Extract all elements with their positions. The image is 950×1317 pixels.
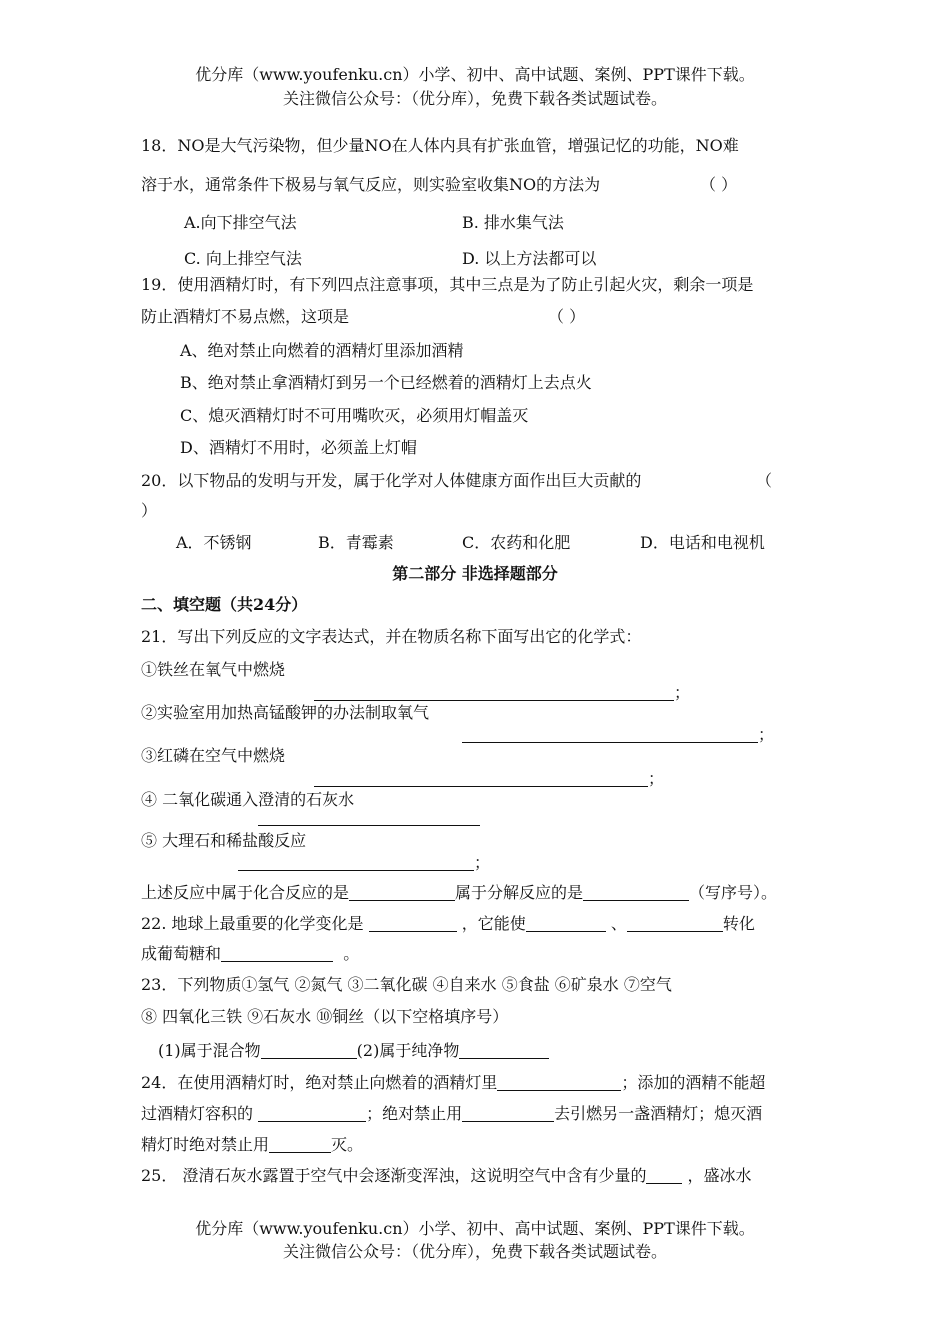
q19-stem-line-2: 防止酒精灯不易点燃，这项是 [141,307,350,326]
q21-semicolon-1: ； [674,683,691,702]
q21-semicolon-5: ； [474,853,491,872]
q19-option-c: C、熄灭酒精灯时不可用嘴吹灭，必须用灯帽盖灭 [180,406,529,425]
q21-blank-4 [258,808,480,827]
q18-option-c: C. 向上排空气法 [184,249,302,268]
q25-blank-1 [646,1167,682,1184]
q20-option-a: A．不锈钢 [176,533,252,552]
q21-summary: 上述反应中属于化合反应的是 属于分解反应的是 （写序号）。 [141,883,778,902]
q21-item-4: ④ 二氧化碳通入澄清的石灰水 [141,790,355,809]
q24-line-3: 精灯时绝对禁止用 灭。 [141,1135,364,1154]
q20-paren-close: ） [141,501,158,520]
q22-blank-3 [627,915,723,932]
section2-title: 二、填空题（共24分） [141,595,308,614]
q22-blank-1 [369,915,457,932]
q24-line-1: 24．在使用酒精灯时，绝对禁止向燃着的酒精灯里 ；添加的酒精不能超 [141,1073,766,1092]
footer-line-1: 优分库（www.youfenku.cn）小学、初中、高中试题、案例、PPT课件下载。 [195,1219,755,1238]
header-line-2: 关注微信公众号：（优分库），免费下载各类试题试卷。 [282,89,667,108]
q22-line-2: 成葡萄糖和 。 [141,944,360,963]
footer-line-2: 关注微信公众号：（优分库），免费下载各类试题试卷。 [282,1242,667,1261]
q20-option-c: C．农药和化肥 [462,533,571,552]
q23-line-2: ⑧ 四氧化三铁 ⑨石灰水 ⑩铜丝（以下空格填序号） [141,1007,509,1026]
q22-blank-4 [221,945,333,962]
q21-blank-5 [238,850,490,873]
q18-answer-paren: （ ） [700,175,738,194]
part2-title: 第二部分 非选择题部分 [392,564,558,583]
header-line-1: 优分库（www.youfenku.cn）小学、初中、高中试题、案例、PPT课件下载。 [195,65,755,84]
q24-blank-3 [462,1105,554,1122]
q22-blank-2 [526,915,606,932]
q19-option-d: D、酒精灯不用时，必须盖上灯帽 [180,438,417,457]
q21-stem: 21．写出下列反应的文字表达式，并在物质名称下面写出它的化学式： [141,627,642,646]
q21-item-2: ②实验室用加热高锰酸钾的办法制取氧气 [141,703,430,722]
q24-blank-2 [258,1105,366,1122]
q22-line-1: 22. 地球上最重要的化学变化是 ，它能使 、 转化 [141,914,755,933]
q20-paren-open: （ [756,471,773,490]
q20-option-d: D．电话和电视机 [640,533,765,552]
q25-line-1: 25． 澄清石灰水露置于空气中会逐渐变浑浊，这说明空气中含有少量的 ，盛冰水 [141,1166,752,1185]
q18-option-d: D. 以上方法都可以 [462,249,597,268]
q21-blank-2 [462,722,774,745]
q18-option-b: B. 排水集气法 [462,213,564,232]
q23-blank-mixture [261,1042,357,1059]
q18-stem-line-1: 18．NO是大气污染物，但少量NO在人体内具有扩张血管，增强记忆的功能，NO难 [141,136,739,155]
q24-blank-4 [269,1136,331,1153]
q19-option-a: A、绝对禁止向燃着的酒精灯里添加酒精 [180,341,464,360]
q21-item-1: ①铁丝在氧气中燃烧 [141,660,286,679]
q21-item-3: ③红磷在空气中燃烧 [141,746,286,765]
q21-blank-3 [314,766,664,789]
q23-line-1: 23．下列物质①氢气 ②氮气 ③二氧化碳 ④自来水 ⑤食盐 ⑥矿泉水 ⑦空气 [141,975,672,994]
q18-stem-line-2: 溶于水，通常条件下极易与氧气反应，则实验室收集NO的方法为 [141,175,601,194]
q19-answer-paren: （ ） [548,307,586,326]
q24-blank-1 [497,1074,621,1091]
q23-line-3: (1)属于混合物 (2)属于纯净物 [158,1038,549,1061]
q20-option-b: B．青霉素 [318,533,394,552]
q21-blank-combination [349,884,455,901]
q21-blank-decomposition [583,884,689,901]
q23-blank-pure [459,1042,549,1059]
q21-semicolon-3: ； [648,769,665,788]
q24-line-2: 过酒精灯容积的 ；绝对禁止用 去引燃另一盏酒精灯；熄灭酒 [141,1104,763,1123]
q20-stem: 20．以下物品的发明与开发，属于化学对人体健康方面作出巨大贡献的 [141,471,642,490]
q21-semicolon-2: ； [758,725,775,744]
q19-stem-line-1: 19．使用酒精灯时，有下列四点注意事项，其中三点是为了防止引起火灾，剩余一项是 [141,275,754,294]
q21-item-5: ⑤ 大理石和稀盐酸反应 [141,831,307,850]
q18-option-a: A.向下排空气法 [184,213,297,232]
q19-option-b: B、绝对禁止拿酒精灯到另一个已经燃着的酒精灯上去点火 [180,373,592,392]
